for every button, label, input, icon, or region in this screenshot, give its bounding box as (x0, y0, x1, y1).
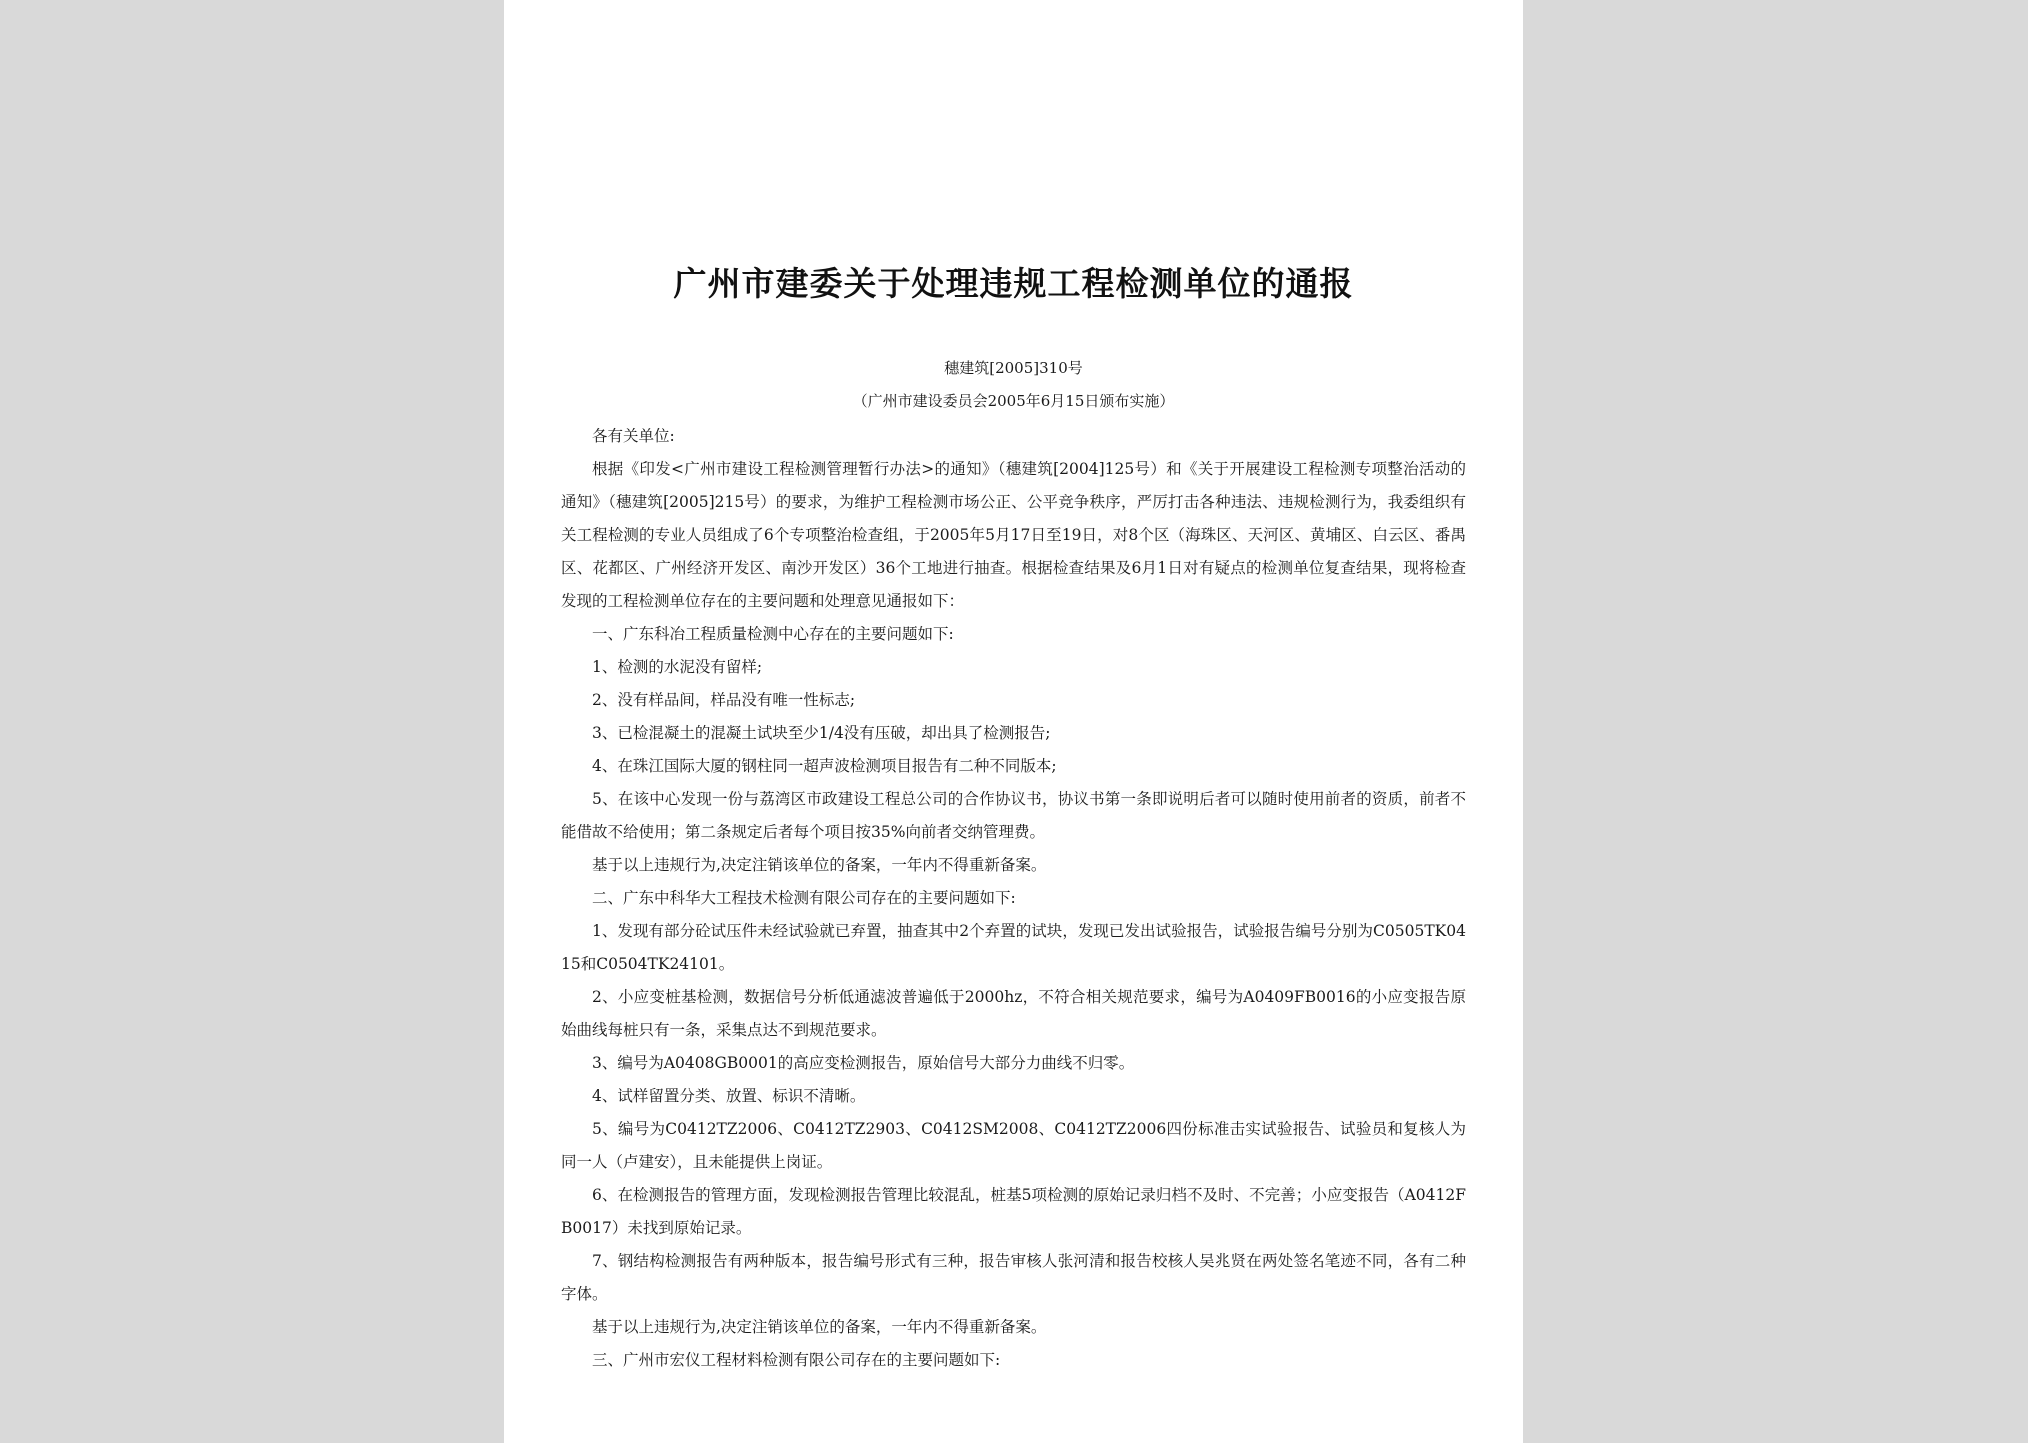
document-body (561, 420, 1466, 1377)
issued-note: （广州市建设委员会2005年6月15日颁布实施） (852, 392, 1175, 410)
paragraph: 根据《印发<广州市建设工程检测管理暂行办法>的通知》（穗建筑[2004]125号）和《关于开展建设工程检测专项整治活动的通知》（穗建筑[2005]215号）的要求，为维护工程检测市场公正、公平竞争秩序，严厉打击各种违法、违规检测行为，我委组织有关工程检测的专业人员组成了6个专项整治检查组，于2005年5月17日至19日，对8个区（海珠区、天河区、黄埔区、白云区、番禺区、花都区、广州经济开发区、南沙开发区）36个工地进行抽查。根据检查结果及6月1日对有疑点的检测单位复查结果，现将检查发现的工程检测单位存在的主要问题和处理意见通报如下： (561, 460, 1466, 610)
list-item: 5、在该中心发现一份与荔湾区市政建设工程总公司的合作协议书，协议书第一条即说明后者可以随时使用前者的资质，前者不能借故不给使用；第二条规定后者每个项目按35%向前者交纳管理费。 (561, 790, 1466, 841)
list-item: 7、钢结构检测报告有两种版本，报告编号形式有三种，报告审核人张河清和报告校核人吴兆贤在两处签名笔迹不同，各有二种字体。 (561, 1252, 1466, 1303)
salutation: 各有关单位: (592, 427, 675, 445)
section-heading: 三、广州市宏仪工程材料检测有限公司存在的主要问题如下: (592, 1351, 1001, 1369)
document-number: 穗建筑[2005]310号 (944, 359, 1083, 377)
section-heading: 一、广东科冶工程质量检测中心存在的主要问题如下: (592, 625, 954, 643)
list-item: 1、发现有部分砼试压件未经试验就已弃置，抽查其中2个弃置的试块，发现已发出试验报告，试验报告编号分别为C0505TK0415和C0504TK24101。 (561, 922, 1466, 973)
document-title: 广州市建委关于处理违规工程检测单位的通报 (673, 264, 1354, 303)
decision-paragraph: 基于以上违规行为,决定注销该单位的备案，一年内不得重新备案。 (592, 1318, 1047, 1336)
list-item: 3、已检混凝土的混凝土试块至少1/4没有压破，却出具了检测报告; (592, 724, 1051, 742)
list-item: 5、编号为C0412TZ2006、C0412TZ2903、C0412SM2008、C0412TZ2006四份标准击实试验报告、试验员和复核人为同一人（卢建安），且未能提供上岗证。 (561, 1120, 1466, 1171)
decision-paragraph: 基于以上违规行为,决定注销该单位的备案，一年内不得重新备案。 (592, 856, 1047, 874)
list-item: 4、试样留置分类、放置、标识不清晰。 (592, 1087, 866, 1105)
section-heading: 二、广东中科华大工程技术检测有限公司存在的主要问题如下: (592, 889, 1016, 907)
list-item: 3、编号为A0408GB0001的高应变检测报告，原始信号大部分力曲线不归零。 (592, 1054, 1135, 1072)
list-item: 1、检测的水泥没有留样; (592, 658, 763, 676)
list-item: 2、没有样品间，样品没有唯一性标志; (592, 691, 856, 709)
document-page (504, 0, 1523, 1443)
list-item: 6、在检测报告的管理方面，发现检测报告管理比较混乱，桩基5项检测的原始记录归档不及时、不完善；小应变报告（A0412FB0017）未找到原始记录。 (561, 1186, 1466, 1237)
list-item: 2、小应变桩基检测，数据信号分析低通滤波普遍低于2000hz，不符合相关规范要求，编号为A0409FB0016的小应变报告原始曲线每桩只有一条，采集点达不到规范要求。 (561, 988, 1466, 1039)
list-item: 4、在珠江国际大厦的钢柱同一超声波检测项目报告有二种不同版本; (592, 757, 1057, 775)
